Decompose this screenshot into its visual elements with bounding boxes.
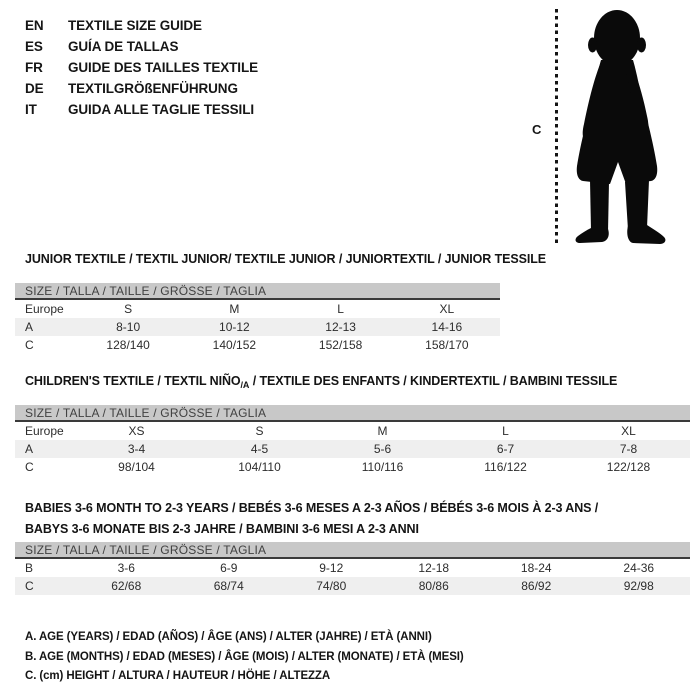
size-header-bar: SIZE / TALLA / TAILLE / GRÖSSE / TAGLIA [15, 405, 690, 422]
value-cell: 5-6 [373, 442, 392, 456]
value-cell: 6-9 [220, 561, 238, 575]
table-row-months [15, 559, 690, 577]
value-cell: 80/86 [418, 579, 449, 593]
row-label: A [25, 442, 34, 456]
size-cell: M [229, 302, 240, 316]
value-cell: 6-7 [496, 442, 515, 456]
value-cell: 68/74 [213, 579, 244, 593]
height-measure-label: C [532, 122, 542, 137]
measurement-figure [0, 0, 700, 250]
value-cell: 9-12 [319, 561, 344, 575]
size-cell: M [377, 424, 388, 438]
table-row-europe [15, 422, 690, 440]
size-header-bar: SIZE / TALLA / TAILLE / GRÖSSE / TAGLIA [15, 542, 690, 559]
value-cell: 7-8 [619, 442, 638, 456]
value-cell: 152/158 [318, 338, 363, 352]
size-cell: L [502, 424, 509, 438]
size-cell: L [337, 302, 344, 316]
size-cell: XL [439, 302, 455, 316]
size-cell: S [255, 424, 264, 438]
children-table-title [25, 371, 617, 396]
value-cell: 12-18 [418, 561, 450, 575]
title-line: BABIES 3-6 MONTH TO 2-3 YEARS / BEBÉS 3-6 MESES A 2-3 AÑOS / BÉBÉS 3-6 MOIS À 2-3 ANS / [25, 501, 599, 515]
babies-table-title [25, 498, 598, 539]
table-row-height [15, 458, 690, 476]
row-label: C [25, 460, 34, 474]
value-cell: 128/140 [106, 338, 150, 352]
babies-table [15, 542, 690, 595]
row-label: Europe [25, 424, 64, 438]
value-cell: 110/116 [361, 460, 404, 474]
value-cell: 8-10 [116, 320, 141, 334]
title-segment: CHILDREN'S TEXTILE / TEXTIL NIÑO [25, 374, 241, 388]
title-line: BABYS 3-6 MONATE BIS 2-3 JAHRE / BAMBINI 3-6 MESI A 2-3 ANNI [25, 521, 419, 536]
lang-label: TEXTILGRÖßENFÜHRUNG [68, 81, 238, 96]
height-dotted-line [555, 9, 558, 246]
row-label: Europe [25, 302, 64, 316]
lang-code: ES [25, 39, 43, 54]
value-cell: 3-4 [127, 442, 146, 456]
value-cell: 92/98 [623, 579, 654, 593]
row-label: C [25, 338, 34, 352]
row-label: A [25, 320, 34, 334]
lang-code: FR [25, 60, 43, 75]
footnotes [25, 628, 464, 687]
value-cell: 18-24 [520, 561, 552, 575]
value-cell: 14-16 [431, 320, 463, 334]
value-cell: 4-5 [250, 442, 269, 456]
size-header-bar: SIZE / TALLA / TAILLE / GRÖSSE / TAGLIA [15, 283, 500, 300]
table-row-height [15, 577, 690, 595]
lang-label: GUÍA DE TALLAS [68, 39, 179, 54]
value-cell: 122/128 [606, 460, 651, 474]
lang-code: EN [25, 18, 44, 33]
footnote-c: C. (cm) HEIGHT / ALTURA / HAUTEUR / HÖHE / ALTEZZA [25, 670, 331, 682]
lang-label: GUIDE DES TAILLES TEXTILE [68, 60, 259, 75]
row-label: B [25, 561, 34, 575]
value-cell: 98/104 [118, 460, 155, 474]
footnote-b: B. AGE (MONTHS) / EDAD (MESES) / ÂGE (MOIS) / ALTER (MONATE) / ETÀ (MESI) [25, 650, 464, 663]
lang-code: IT [25, 102, 37, 117]
junior-table-title: JUNIOR TEXTILE / TEXTIL JUNIOR/ TEXTILE JUNIOR / JUNIORTEXTIL / JUNIOR TESSILE [25, 252, 546, 266]
value-cell: 104/110 [238, 460, 281, 474]
footnote-a: A. AGE (YEARS) / EDAD (AÑOS) / ÂGE (ANS) / ALTER (JAHRE) / ETÀ (ANNI) [25, 631, 432, 643]
value-cell: 158/170 [425, 338, 469, 352]
table-row-age [15, 440, 690, 458]
size-cell: XL [621, 424, 636, 438]
value-cell: 12-13 [325, 320, 356, 334]
value-cell: 10-12 [219, 320, 250, 334]
value-cell: 24-36 [623, 561, 655, 575]
lang-code: DE [25, 81, 44, 96]
table-row-height [15, 336, 500, 354]
toddler-silhouette-icon [563, 4, 695, 246]
lang-label: GUIDA ALLE TAGLIE TESSILI [68, 102, 254, 117]
value-cell: 140/152 [212, 338, 257, 352]
title-segment: / TEXTILE DES ENFANTS / KINDERTEXTIL / BAMBINI TESSILE [249, 374, 618, 388]
value-cell: 86/92 [521, 579, 552, 593]
junior-table [15, 283, 500, 354]
size-cell: S [124, 302, 133, 316]
title-segment-sub: /A [240, 380, 250, 390]
value-cell: 74/80 [316, 579, 347, 593]
table-row-europe [15, 300, 500, 318]
size-cell: XS [128, 424, 145, 438]
children-table [15, 405, 690, 476]
value-cell: 3-6 [117, 561, 135, 575]
value-cell: 116/122 [484, 460, 527, 474]
table-row-age [15, 318, 500, 336]
lang-label: TEXTILE SIZE GUIDE [68, 18, 202, 33]
value-cell: 62/68 [111, 579, 142, 593]
row-label: C [25, 579, 34, 593]
